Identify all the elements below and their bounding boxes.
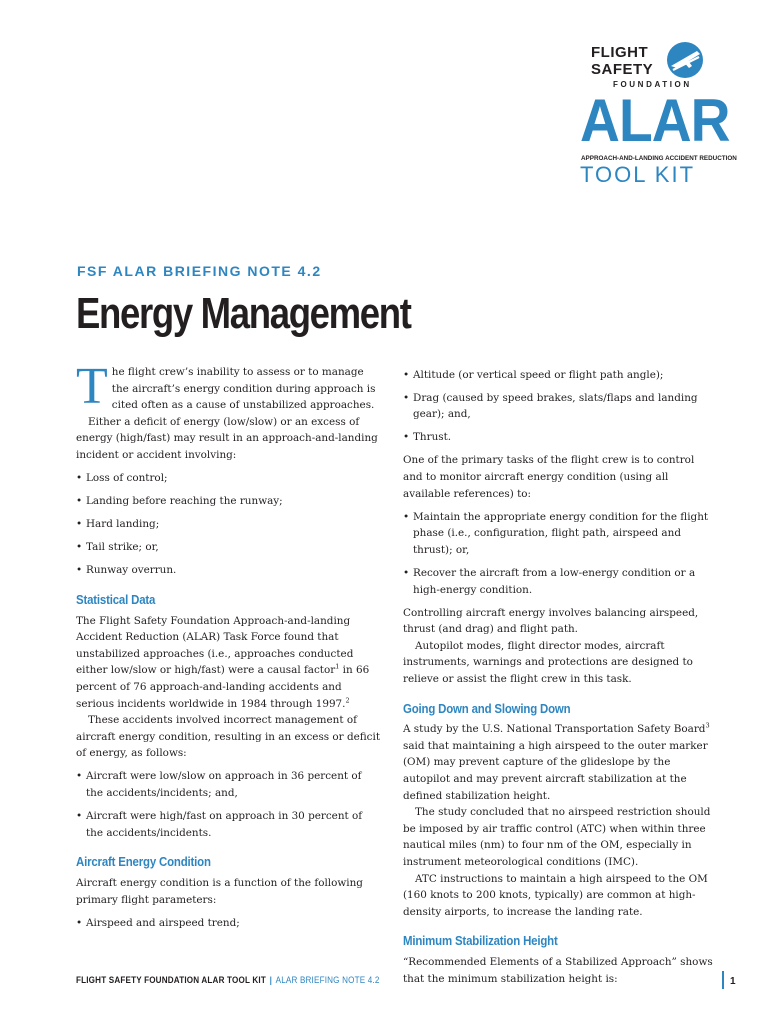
parameters-list-continued (403, 367, 713, 446)
paragraph: ATC instructions to maintain a high airspeed to the OM (160 knots to 200 knots, typically) are common at high-density airports, to increase the landing rate. (403, 872, 708, 918)
tasks-list (403, 509, 713, 598)
footer-note: ALAR BRIEFING NOTE 4.2 (275, 975, 380, 985)
logo-subtitle: APPROACH-AND-LANDING ACCIDENT REDUCTION (581, 155, 737, 162)
logo-toolkit: TOOL KIT (580, 162, 696, 187)
list-item: • Aircraft were low/slow on approach in 36 percent of the accidents/incidents; and, (76, 768, 381, 801)
heading-minimum-stabilization-height: Minimum Stabilization Height (403, 933, 558, 949)
drop-cap: T (76, 358, 108, 415)
paragraph: The Flight Safety Foundation Approach-and-landing Accident Reduction (ALAR) Task Force found that unstabilized approaches (i.e., approaches conducted either low/slow or high/fast) were a causal factor$^1$ in 66 percent of 76 approach-and-landing accidents and serious incidents worldwide in 1984 through 1997.$^2$ (76, 614, 370, 710)
list-item: • Runway overrun. (76, 562, 381, 579)
heading-going-down: Going Down and Slowing Down (403, 700, 571, 716)
intro-paragraph (76, 358, 381, 415)
list-item: • Maintain the appropriate energy condition for the flight phase (i.e., configuration, flight path, airspeed and thrust); or, (403, 509, 713, 559)
list-item: • Aircraft were high/fast on approach in 30 percent of the accidents/incidents. (76, 808, 381, 841)
paragraph: Aircraft energy condition is a function of the following primary flight parameters: (76, 876, 363, 906)
right-column (403, 366, 713, 987)
footer-separator: | (269, 975, 273, 985)
logo-line3: FOUNDATION (613, 80, 692, 89)
list-item: • Tail strike; or, (76, 539, 381, 556)
logo-alar: ALAR (580, 87, 730, 154)
parameters-list (76, 915, 381, 932)
footnote-ref: 3 (705, 721, 710, 730)
logo-line2: SAFETY (591, 61, 654, 78)
heading-statistical-data: Statistical Data (76, 592, 156, 608)
list-item: • Recover the aircraft from a low-energy condition or a high-energy condition. (403, 565, 713, 598)
list-item: • Airspeed and airspeed trend; (76, 915, 381, 932)
paragraph: Autopilot modes, flight director modes, aircraft instruments, warnings and protections are designed to relieve or assist the flight crew in this task. (403, 639, 693, 685)
list-item: • Thrust. (403, 429, 713, 446)
page-footer (76, 975, 380, 985)
left-column (76, 358, 381, 938)
footer-publication: FLIGHT SAFETY FOUNDATION ALAR TOOL KIT (76, 975, 266, 985)
footnote-ref: 1 (335, 662, 340, 671)
paragraph: These accidents involved incorrect management of aircraft energy condition, resulting in an excess or deficit of energy, as follows: (76, 714, 381, 760)
intro-text: he flight crew’s inability to assess or to manage the aircraft’s energy condition during approach is cited often as a cause of unstabilized approaches. (111, 366, 376, 412)
footnote-ref: 2 (345, 696, 350, 705)
logo-line1: FLIGHT (591, 44, 649, 61)
plane-emblem-icon (667, 42, 703, 78)
paragraph: Either a deficit of energy (low/slow) or an excess of energy (high/fast) may result in an approach-and-landing incident or accident involving: (76, 415, 378, 461)
page-number-bar (722, 971, 724, 989)
briefing-note-label: FSF ALAR BRIEFING NOTE 4.2 (77, 263, 322, 279)
list-item: • Landing before reaching the runway; (76, 493, 381, 510)
list-item: • Hard landing; (76, 516, 381, 533)
paragraph: One of the primary tasks of the flight crew is to control and to monitor aircraft energy condition (using all available references) to: (403, 454, 695, 500)
paragraph: The study concluded that no airspeed restriction should be imposed by air traffic control (ATC) when within three nautical miles (nm) to four nm of the OM, especially in instrument meteorological conditions (IMC). (403, 806, 711, 868)
paragraph: “Recommended Elements of a Stabilized Approach” shows that the minimum stabilization height is: (403, 955, 713, 985)
list-item: • Altitude (or vertical speed or flight path angle); (403, 367, 713, 384)
heading-aircraft-energy-condition: Aircraft Energy Condition (76, 854, 211, 870)
paragraph: Controlling aircraft energy involves balancing airspeed, thrust (and drag) and flight path. (403, 606, 699, 636)
paragraph: A study by the U.S. National Transportation Safety Board$^3$ said that maintaining a high airspeed to the outer marker (OM) may prevent capture of the glideslope by the autopilot and may prevent aircraft stabilization at the defined stabilization height. (403, 721, 710, 802)
list-item: • Loss of control; (76, 470, 381, 487)
page-number: 1 (730, 976, 736, 987)
involvement-list (76, 470, 381, 579)
list-item: • Drag (caused by speed brakes, slats/flaps and landing gear); and, (403, 390, 713, 423)
page-title: Energy Management (76, 289, 411, 338)
stats-list (76, 768, 381, 841)
